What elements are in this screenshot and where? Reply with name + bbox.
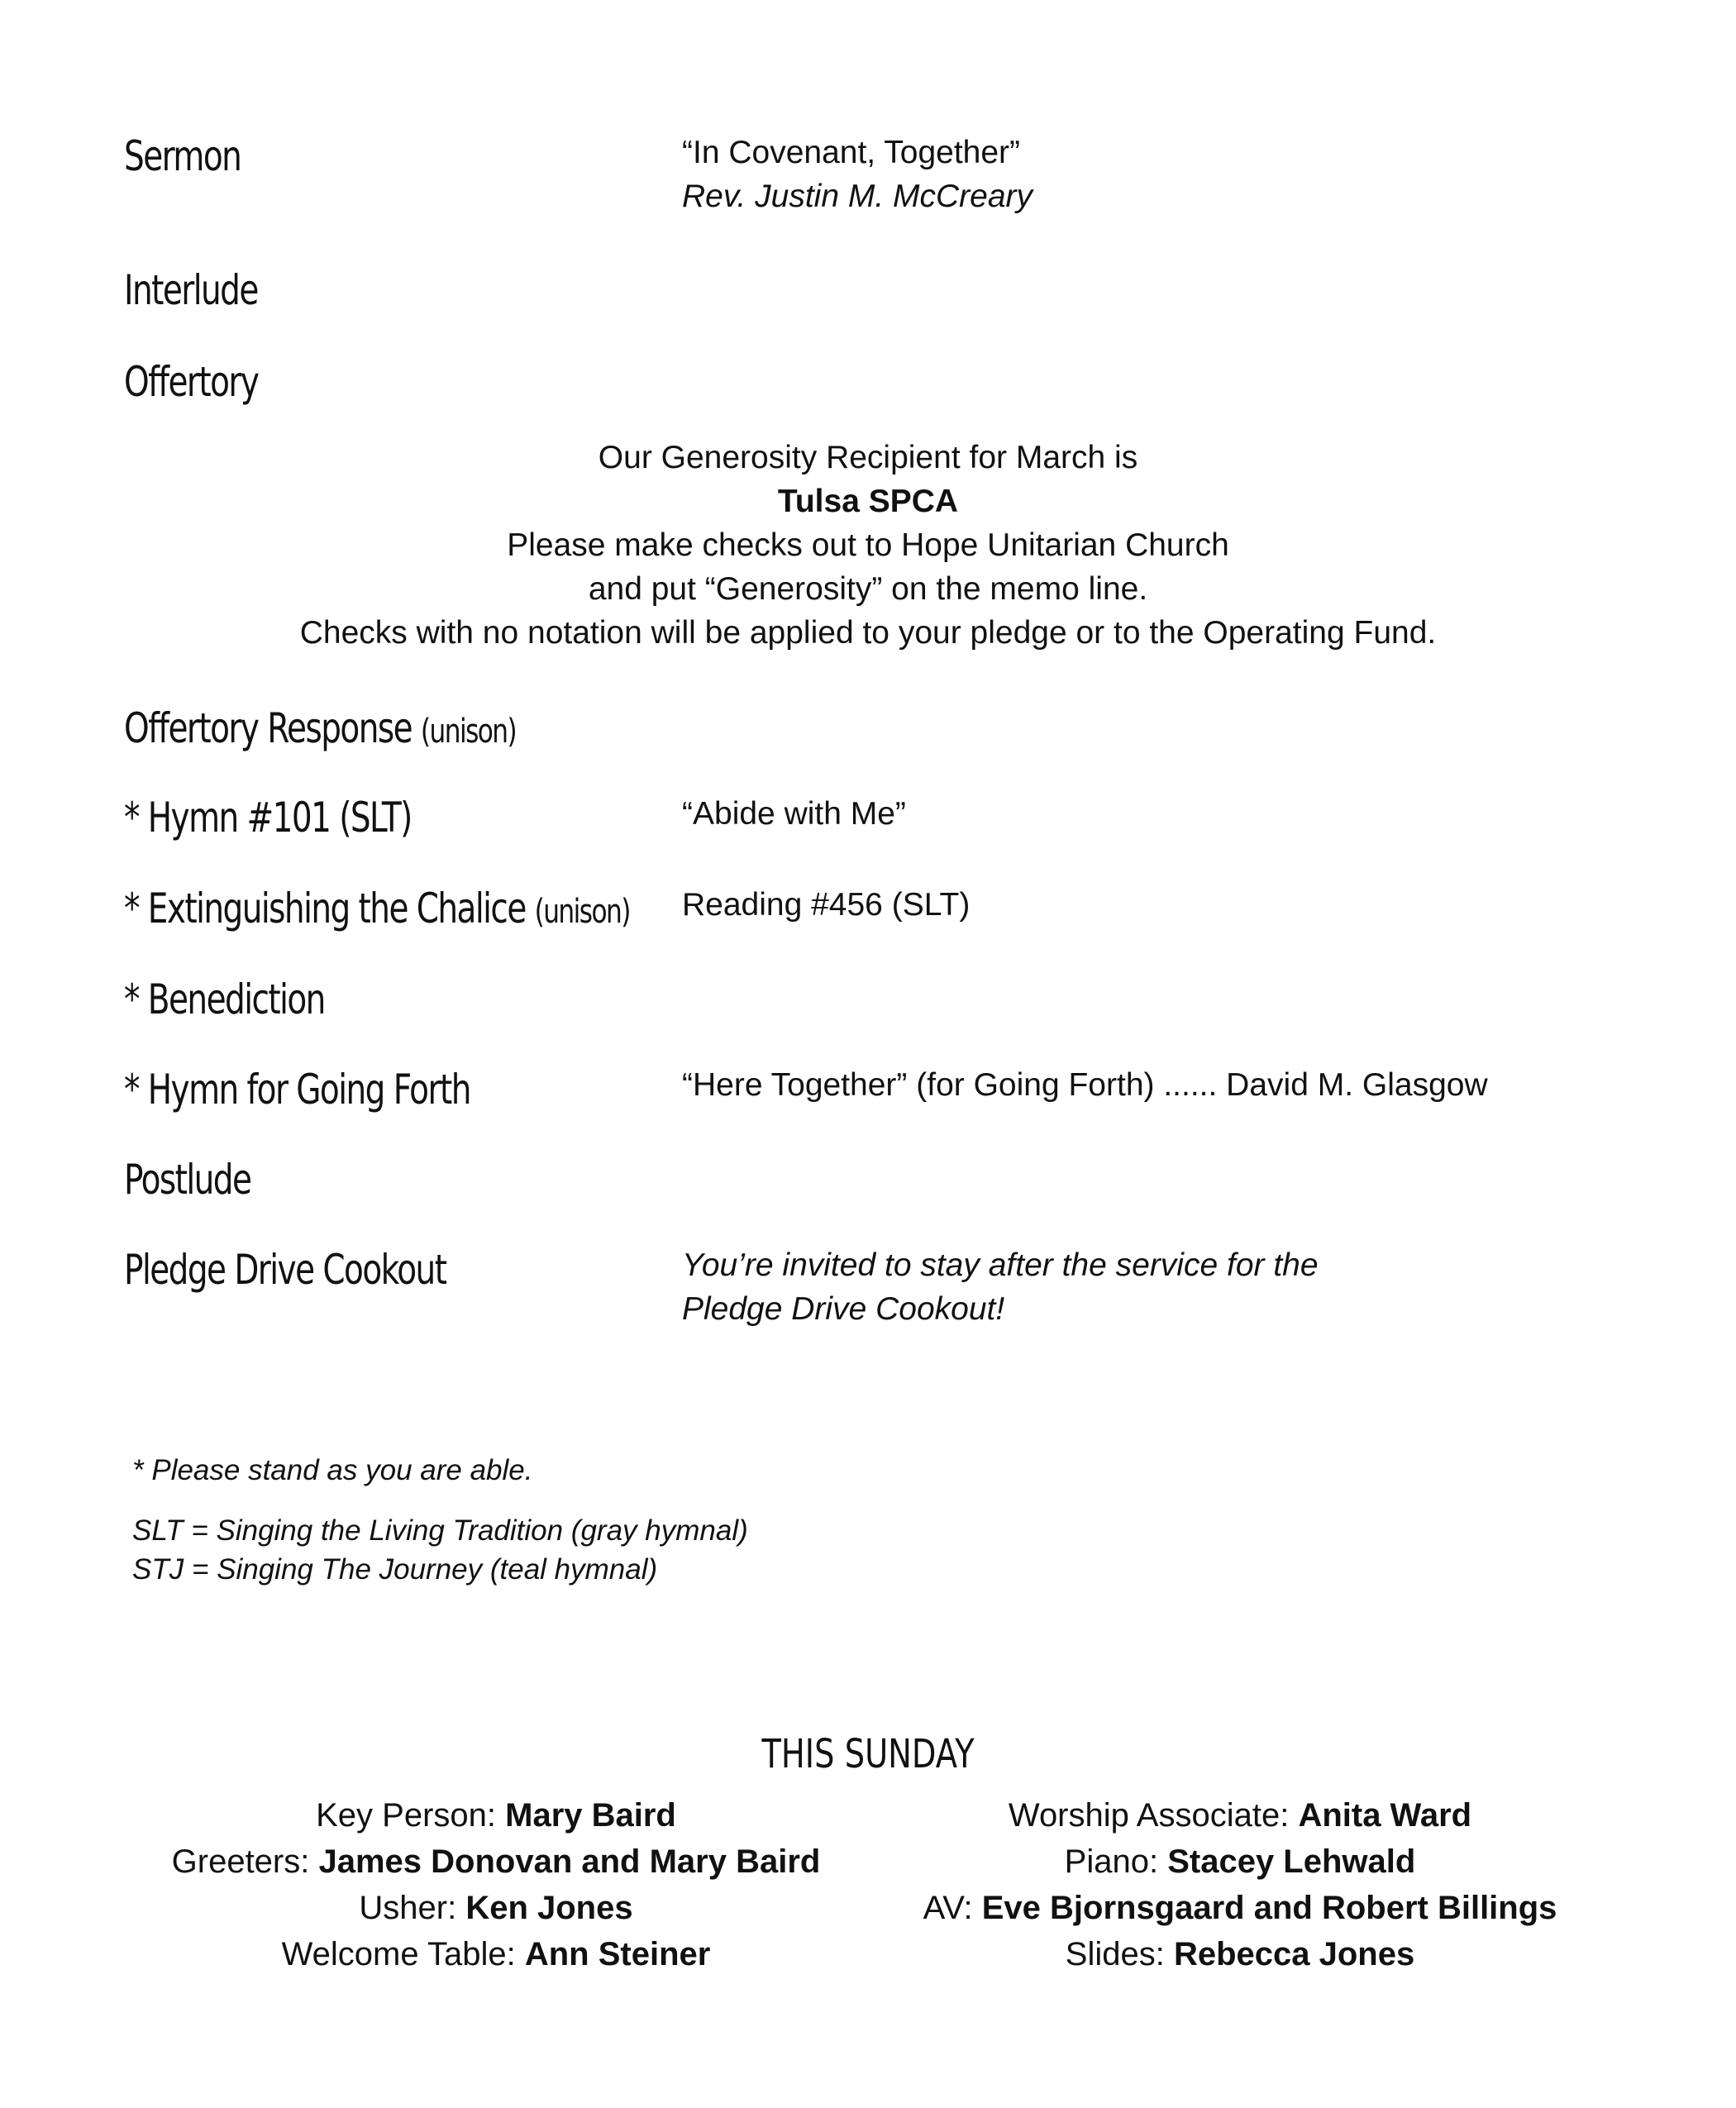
sermon-title: “In Covenant, Together” bbox=[682, 135, 1021, 170]
generosity-line-5: Checks with no notation will be applied to your pledge or to the Operating Fund. bbox=[299, 615, 1437, 651]
offertory-heading: Offertory bbox=[124, 358, 259, 406]
offertory-response-heading bbox=[124, 704, 517, 752]
roles-left-column bbox=[83, 1792, 909, 1977]
sermon-heading: Sermon bbox=[124, 132, 241, 180]
generosity-line-4: and put “Generosity” on the memo line. bbox=[588, 571, 1148, 607]
generosity-line-3: Please make checks out to Hope Unitarian Church bbox=[507, 527, 1229, 563]
role-name: Stacey Lehwald bbox=[1167, 1843, 1416, 1880]
role-label: Welcome Table: bbox=[281, 1936, 525, 1972]
role-row bbox=[827, 1839, 1653, 1885]
role-label: Piano: bbox=[1064, 1843, 1168, 1880]
role-row bbox=[83, 1839, 909, 1885]
role-label: Greeters: bbox=[171, 1843, 319, 1880]
cookout-line-2: Pledge Drive Cookout! bbox=[682, 1291, 1005, 1327]
role-name: Mary Baird bbox=[505, 1797, 676, 1834]
role-label: Key Person: bbox=[316, 1797, 506, 1834]
hymn-heading: * Hymn #101 (SLT) bbox=[124, 794, 412, 842]
role-row bbox=[827, 1885, 1653, 1931]
postlude-heading: Postlude bbox=[124, 1156, 251, 1204]
role-label: Slides: bbox=[1065, 1936, 1174, 1972]
stand-note: * Please stand as you are able. bbox=[132, 1454, 533, 1486]
cookout-heading: Pledge Drive Cookout bbox=[124, 1246, 446, 1294]
role-name: Ken Jones bbox=[465, 1890, 633, 1926]
role-label: Usher: bbox=[359, 1890, 466, 1926]
roles-right-column bbox=[827, 1792, 1653, 1977]
sermon-speaker: Rev. Justin M. McCreary bbox=[682, 179, 1033, 214]
extinguishing-heading bbox=[124, 885, 630, 932]
hymn-title: “Abide with Me” bbox=[682, 796, 906, 832]
role-row bbox=[83, 1885, 909, 1931]
role-name: Rebecca Jones bbox=[1173, 1936, 1415, 1972]
role-row bbox=[83, 1792, 909, 1839]
slt-note: SLT = Singing the Living Tradition (gray hymnal) bbox=[132, 1514, 748, 1547]
extinguishing-reading: Reading #456 (SLT) bbox=[682, 887, 971, 923]
extinguishing-note: (unison) bbox=[534, 893, 630, 931]
stj-note: STJ = Singing The Journey (teal hymnal) bbox=[132, 1553, 658, 1586]
role-name: James Donovan and Mary Baird bbox=[318, 1843, 821, 1880]
going-forth-heading: * Hymn for Going Forth bbox=[124, 1066, 470, 1114]
generosity-line-1: Our Generosity Recipient for March is bbox=[598, 440, 1138, 475]
role-label: AV: bbox=[923, 1890, 982, 1926]
role-row bbox=[827, 1792, 1653, 1839]
role-label: Worship Associate: bbox=[1008, 1797, 1299, 1834]
role-row bbox=[827, 1931, 1653, 1977]
role-row bbox=[83, 1931, 909, 1977]
generosity-recipient: Tulsa SPCA bbox=[777, 484, 959, 519]
going-forth-detail: “Here Together” (for Going Forth) ...... David M. Glasgow bbox=[682, 1067, 1488, 1103]
role-name: Anita Ward bbox=[1298, 1797, 1472, 1834]
role-name: Eve Bjornsgaard and Robert Billings bbox=[981, 1890, 1557, 1926]
offertory-response-label: Offertory Response bbox=[124, 704, 413, 752]
role-name: Ann Steiner bbox=[524, 1936, 711, 1972]
generosity-block bbox=[0, 436, 1736, 655]
cookout-line-1: You’re invited to stay after the service for the bbox=[682, 1247, 1319, 1283]
this-sunday-title: THIS SUNDAY bbox=[761, 1731, 975, 1777]
benediction-heading: * Benediction bbox=[124, 975, 325, 1023]
extinguishing-label: * Extinguishing the Chalice bbox=[124, 885, 526, 932]
offertory-response-note: (unison) bbox=[420, 713, 517, 751]
interlude-heading: Interlude bbox=[124, 266, 258, 314]
